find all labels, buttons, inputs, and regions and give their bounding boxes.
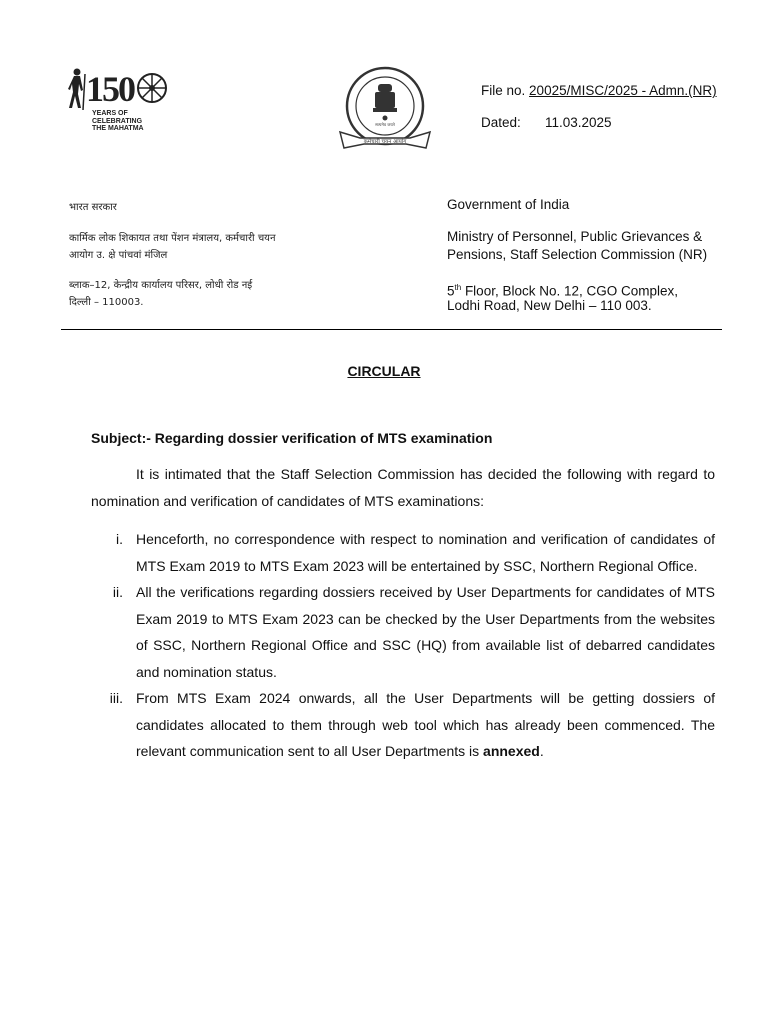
list-item-text: All the verifications regarding dossiers received by User Departments for candidates of MTS Exam 2019 to MTS Exam 2023 can be checked by the User Departments from the websites of SSC, Northern Regional Office and SSC (HQ) from available list of debarred candidates and nomination status. (136, 584, 715, 680)
file-number-label: File no. (481, 83, 526, 98)
dated-label: Dated: (481, 115, 521, 130)
file-number-line (481, 82, 717, 100)
list-item (91, 685, 715, 765)
english-ministry-line: Pensions, Staff Selection Commission (NR) (447, 247, 708, 262)
hindi-address-line: दिल्ली – 110003. (69, 297, 144, 308)
intro-text: It is intimated that the Staff Selection Commission has decided the following with regard to nomination and verification of candidates of MTS examinations: (91, 466, 715, 509)
floor-number: 5 (447, 283, 455, 299)
logo-caption-line: CELEBRATING (92, 117, 143, 125)
ssc-seal-icon (330, 62, 440, 162)
floor-ordinal: th (454, 283, 462, 292)
ssc-emblem (330, 62, 440, 162)
list-item (91, 579, 715, 685)
english-govt-line: Government of India (447, 197, 570, 212)
hindi-ministry-line: कार्मिक लोक शिकायत तथा पेंशन मंत्रालय, कर्मचारी चयन (69, 233, 276, 244)
emblem-banner-text: कर्मचारी चयन आयोग (363, 139, 407, 145)
subject-line: Subject:- Regarding dossier verification of MTS examination (91, 430, 493, 446)
logo-number: 150 (86, 69, 134, 109)
hindi-address-line: ब्लाक–12, केन्द्रीय कार्यालय परिसर, लोधी रोड नई (69, 280, 253, 291)
logo-caption-line: YEARS OF (92, 110, 128, 117)
list-item-number: i. (116, 531, 123, 547)
list-item-text: From MTS Exam 2024 onwards, all the User Departments will be getting dossiers of candidates allocated to them through web tool which has already been commenced. The relevant communication sent to all User Departments is (136, 690, 715, 759)
emblem-motto-text: सत्यमेव जयते (375, 122, 395, 127)
gandhi-150-logo (64, 60, 174, 140)
directive-list (91, 526, 715, 765)
file-number-value: 20025/MISC/2025 - Admn.(NR) (529, 83, 717, 98)
list-item-text: Henceforth, no correspondence with respect to nomination and verification of candidates of MTS Exam 2019 to MTS Exam 2023 will be entertained by SSC, Northern Regional Office. (136, 531, 715, 574)
logo-caption-line: THE MAHATMA (92, 125, 144, 132)
circular-title: CIRCULAR (347, 363, 421, 379)
intro-paragraph (91, 461, 715, 514)
logo-caption (92, 110, 144, 133)
list-item-number: iii. (109, 690, 123, 706)
floor-address: Floor, Block No. 12, CGO Complex, (461, 283, 679, 299)
hindi-ministry-line: आयोग उ. क्षे पांचवां मंजिल (69, 250, 168, 261)
list-item-number: ii. (112, 584, 123, 600)
list-item (91, 526, 715, 579)
english-ministry-line: Ministry of Personnel, Public Grievances & (447, 229, 703, 244)
annexed-emphasis: annexed (483, 743, 540, 759)
list-item-tail: . (539, 743, 544, 759)
header-divider (61, 329, 722, 330)
dated-value: 11.03.2025 (545, 115, 612, 130)
hindi-govt-line: भारत सरकार (69, 202, 117, 213)
english-address-line: Lodhi Road, New Delhi – 110 003. (447, 298, 652, 313)
